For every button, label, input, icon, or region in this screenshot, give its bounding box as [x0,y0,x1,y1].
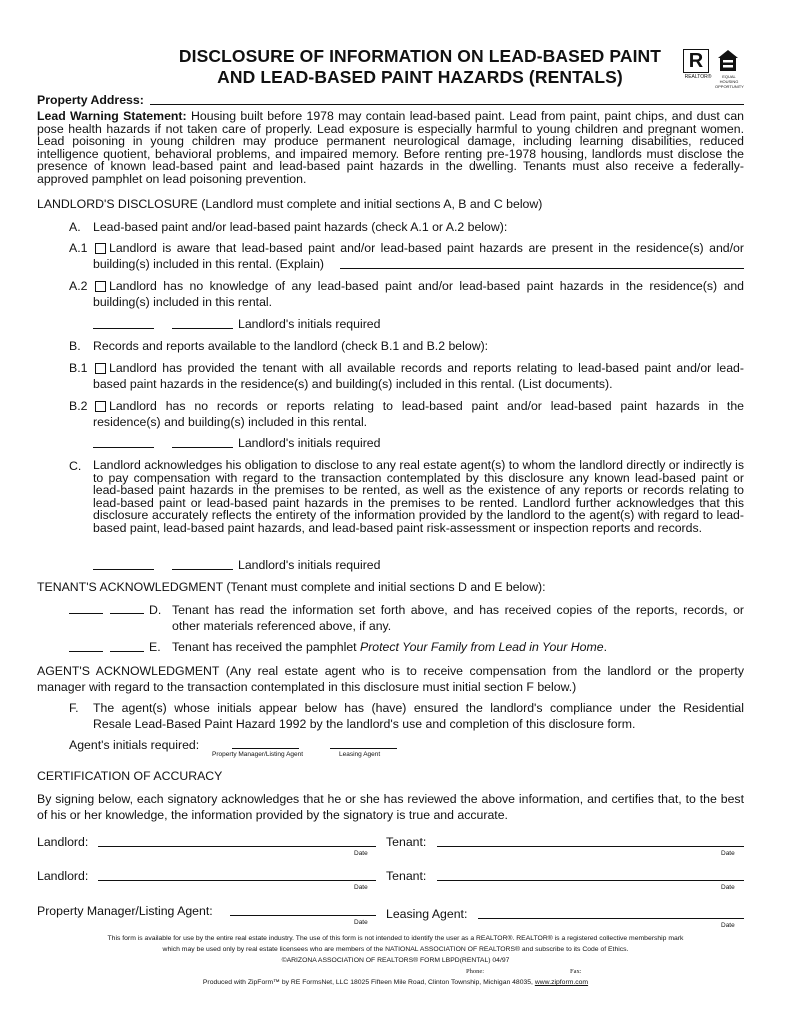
lead-warning-statement [37,110,744,186]
b2-text-line1: Landlord has no records or reports relating to lead-based paint and/or lead-based paint hazards in the [109,399,744,413]
b1-label: B.1 [69,361,88,375]
section-f-line1: The agent(s) whose initials appear below has (have) ensured the landlord's compliance under the Residential [93,701,744,715]
pm-initials-field[interactable] [232,748,299,749]
footer-fax: Fax: [570,968,582,975]
section-e-label: E. [149,640,161,654]
footer-line1: This form is available for use by the entire real estate industry. The use of this form is not intended to identify the user as a REALTOR®. REALTOR® is a registered collective membership mark [107,935,684,942]
date-caption: Date [354,919,368,926]
tenant-initials-e-2[interactable] [110,651,144,652]
date-caption: Date [721,850,735,857]
b1-text-line1: Landlord has provided the tenant with all available records and reports relating to lead-based paint and/or lead- [109,361,744,375]
leasing-initials-caption: Leasing Agent [339,751,381,758]
section-d-line1: Tenant has read the information set forth above, and has received copies of the reports, records, or [172,603,744,617]
footer-line2: which may be used only by real estate licensees who are members of the NATIONAL ASSOCIATION OF REALTORS® and subscribe to its Code of Ethics. [162,946,629,953]
tenant-initials-d-2[interactable] [110,613,144,614]
section-e-text-main: Tenant has received the pamphlet [172,640,360,654]
agent-initials-label: Agent's initials required: [69,738,200,752]
date-caption: Date [354,884,368,891]
a1-text-line2: building(s) included in this rental. (Explain) [93,257,325,271]
date-caption: Date [354,850,368,857]
tenant-signature-label: Tenant: [386,835,427,849]
landlord-initials-label: Landlord's initials required [238,558,381,572]
section-f-label: F. [69,701,79,715]
lead-warning-label: Lead Warning Statement: [37,109,187,123]
landlord-signature-label: Landlord: [37,869,89,883]
landlord-initials-field-2[interactable] [172,328,233,329]
zipform-link[interactable]: www.zipform.com [534,979,589,986]
a2-text-line2: building(s) included in this rental. [93,295,273,309]
date-caption: Date [721,884,735,891]
section-c-label: C. [69,459,82,473]
section-a-text: Lead-based paint and/or lead-based paint hazards (check A.1 or A.2 below): [93,220,508,234]
a2-label: A.2 [69,279,88,293]
section-b-label: B. [69,339,81,353]
section-e-text [172,640,607,654]
form-title-line1: DISCLOSURE OF INFORMATION ON LEAD-BASED PAINT [178,46,662,66]
section-e-period: . [603,640,607,654]
property-address-field[interactable] [150,104,744,105]
tenant-initials-e-1[interactable] [69,651,103,652]
lead-warning-text: Housing built before 1978 may contain lead-based paint. Lead from paint, paint chips, and dust can pose health hazards if not taken care of properly. Lead exposure is especially harmful to young children and pregnant women. Lead poisoning in young children may produce permanent neurological damage, including learning disabilities, reduced intelligence quotient, behavioral problems, and impaired memory. Before renting pre-1978 housing, landlords must disclose the presence of known lead-based paint and lead-based paint hazards in the dwelling. Tenants must also receive a federally-approved pamphlet on lead poisoning prevention. [37,109,745,186]
b1-checkbox[interactable] [95,363,106,374]
equal-housing-caption: EQUAL HOUSING OPPORTUNITY [715,74,744,89]
agent-ack-heading: AGENT'S ACKNOWLEDGMENT (Any real estate agent who is to receive compensation from the landlord or the property manager with regard to the transaction contemplated in this disclosure must initial section F below.) [37,664,744,694]
landlord-initials-field-1[interactable] [93,328,154,329]
logos [683,49,743,87]
a1-explain-field[interactable] [340,268,744,269]
pm-signature-field[interactable] [230,915,376,916]
section-d-label: D. [149,603,162,617]
footer-phone: Phone: [466,968,485,975]
a1-checkbox[interactable] [95,243,106,254]
property-address-label: Property Address: [37,93,144,107]
landlord-signature-field-1[interactable] [98,846,376,847]
landlord-initials-label: Landlord's initials required [238,317,381,331]
realtor-logo-icon: R [683,49,709,73]
pm-signature-label: Property Manager/Listing Agent: [37,904,213,918]
pm-initials-caption: Property Manager/Listing Agent [212,751,304,758]
b2-checkbox[interactable] [95,401,106,412]
landlord-signature-field-2[interactable] [98,880,376,881]
landlord-initials-label: Landlord's initials required [238,436,381,450]
tenant-initials-d-1[interactable] [69,613,103,614]
landlord-initials-field-6[interactable] [172,569,233,570]
tenant-signature-field-2[interactable] [437,880,744,881]
footer-produced [30,979,761,986]
leasing-initials-field[interactable] [330,748,397,749]
realtor-logo-caption: REALTOR® [684,74,712,80]
a1-label: A.1 [69,241,88,255]
section-f-line2: Resale Lead-Based Paint Hazard 1992 by the landlord's use and completion of this disclosure form. [93,717,636,731]
section-a-label: A. [69,220,81,234]
tenant-signature-field-1[interactable] [437,846,744,847]
footer-line3: ©ARIZONA ASSOCIATION OF REALTORS® FORM LBPD(RENTAL) 04/97 [281,957,510,964]
tenant-ack-heading: TENANT'S ACKNOWLEDGMENT (Tenant must complete and initial sections D and E below): [37,580,546,594]
a2-checkbox[interactable] [95,281,106,292]
b1-text-line2: based paint hazards in the residence(s) and building(s) included in this rental. (List documents). [93,377,613,391]
b2-label: B.2 [69,399,88,413]
a1-text-line1: Landlord is aware that lead-based paint and/or lead-based paint hazards are present in the residence(s) and/or [109,241,744,255]
section-d-line2: other materials referenced above, if any. [172,619,392,633]
footer-produced-text: Produced with ZipForm™ by RE FormsNet, LLC 18025 Fifteen Mile Road, Clinton Township, Michigan 48035, [202,979,535,986]
leasing-signature-field[interactable] [478,918,744,919]
landlord-signature-label: Landlord: [37,835,89,849]
pamphlet-title: Protect Your Family from Lead in Your Home [360,640,604,654]
leasing-signature-label: Leasing Agent: [386,907,468,921]
date-caption: Date [721,922,735,929]
landlord-initials-field-3[interactable] [93,447,154,448]
section-c-text: Landlord acknowledges his obligation to disclose to any real estate agent(s) to whom the landlord directly or indirectly is to pay compensation with regard to the transaction contemplated by this disclosure any known lead-based paint or lead-based paint hazards in the premises to be rented, as well as the existence of any reports or records relating to lead-based paint or lead-based paint hazards in the premises to be rented. Landlord further acknowledges that this disclosure accurately reflects the entirety of the information provided by the landlord to the agent(s) with regard to lead-based paint, lead-based paint hazards, and lead-based paint risk-assessment or inspection reports and records. [93,458,744,535]
a2-text-line1: Landlord has no knowledge of any lead-based paint and/or lead-based paint hazards in the residence(s) and [109,279,744,293]
landlord-disclosure-heading: LANDLORD'S DISCLOSURE (Landlord must complete and initial sections A, B and C below) [37,197,543,211]
section-b-text: Records and reports available to the landlord (check B.1 and B.2 below): [93,339,489,353]
form-title-line2: AND LEAD-BASED PAINT HAZARDS (RENTALS) [217,67,623,87]
landlord-initials-field-4[interactable] [172,447,233,448]
landlord-initials-field-5[interactable] [93,569,154,570]
certification-text: By signing below, each signatory acknowledges that he or she has reviewed the above information, and certifies that, to the best of his or her knowledge, the information provided by the signatory is true and accurate. [37,792,744,822]
equal-housing-icon [717,49,739,73]
b2-text-line2: residence(s) and building(s) included in this rental. [93,415,368,429]
certification-heading: CERTIFICATION OF ACCURACY [37,769,223,783]
tenant-signature-label: Tenant: [386,869,427,883]
